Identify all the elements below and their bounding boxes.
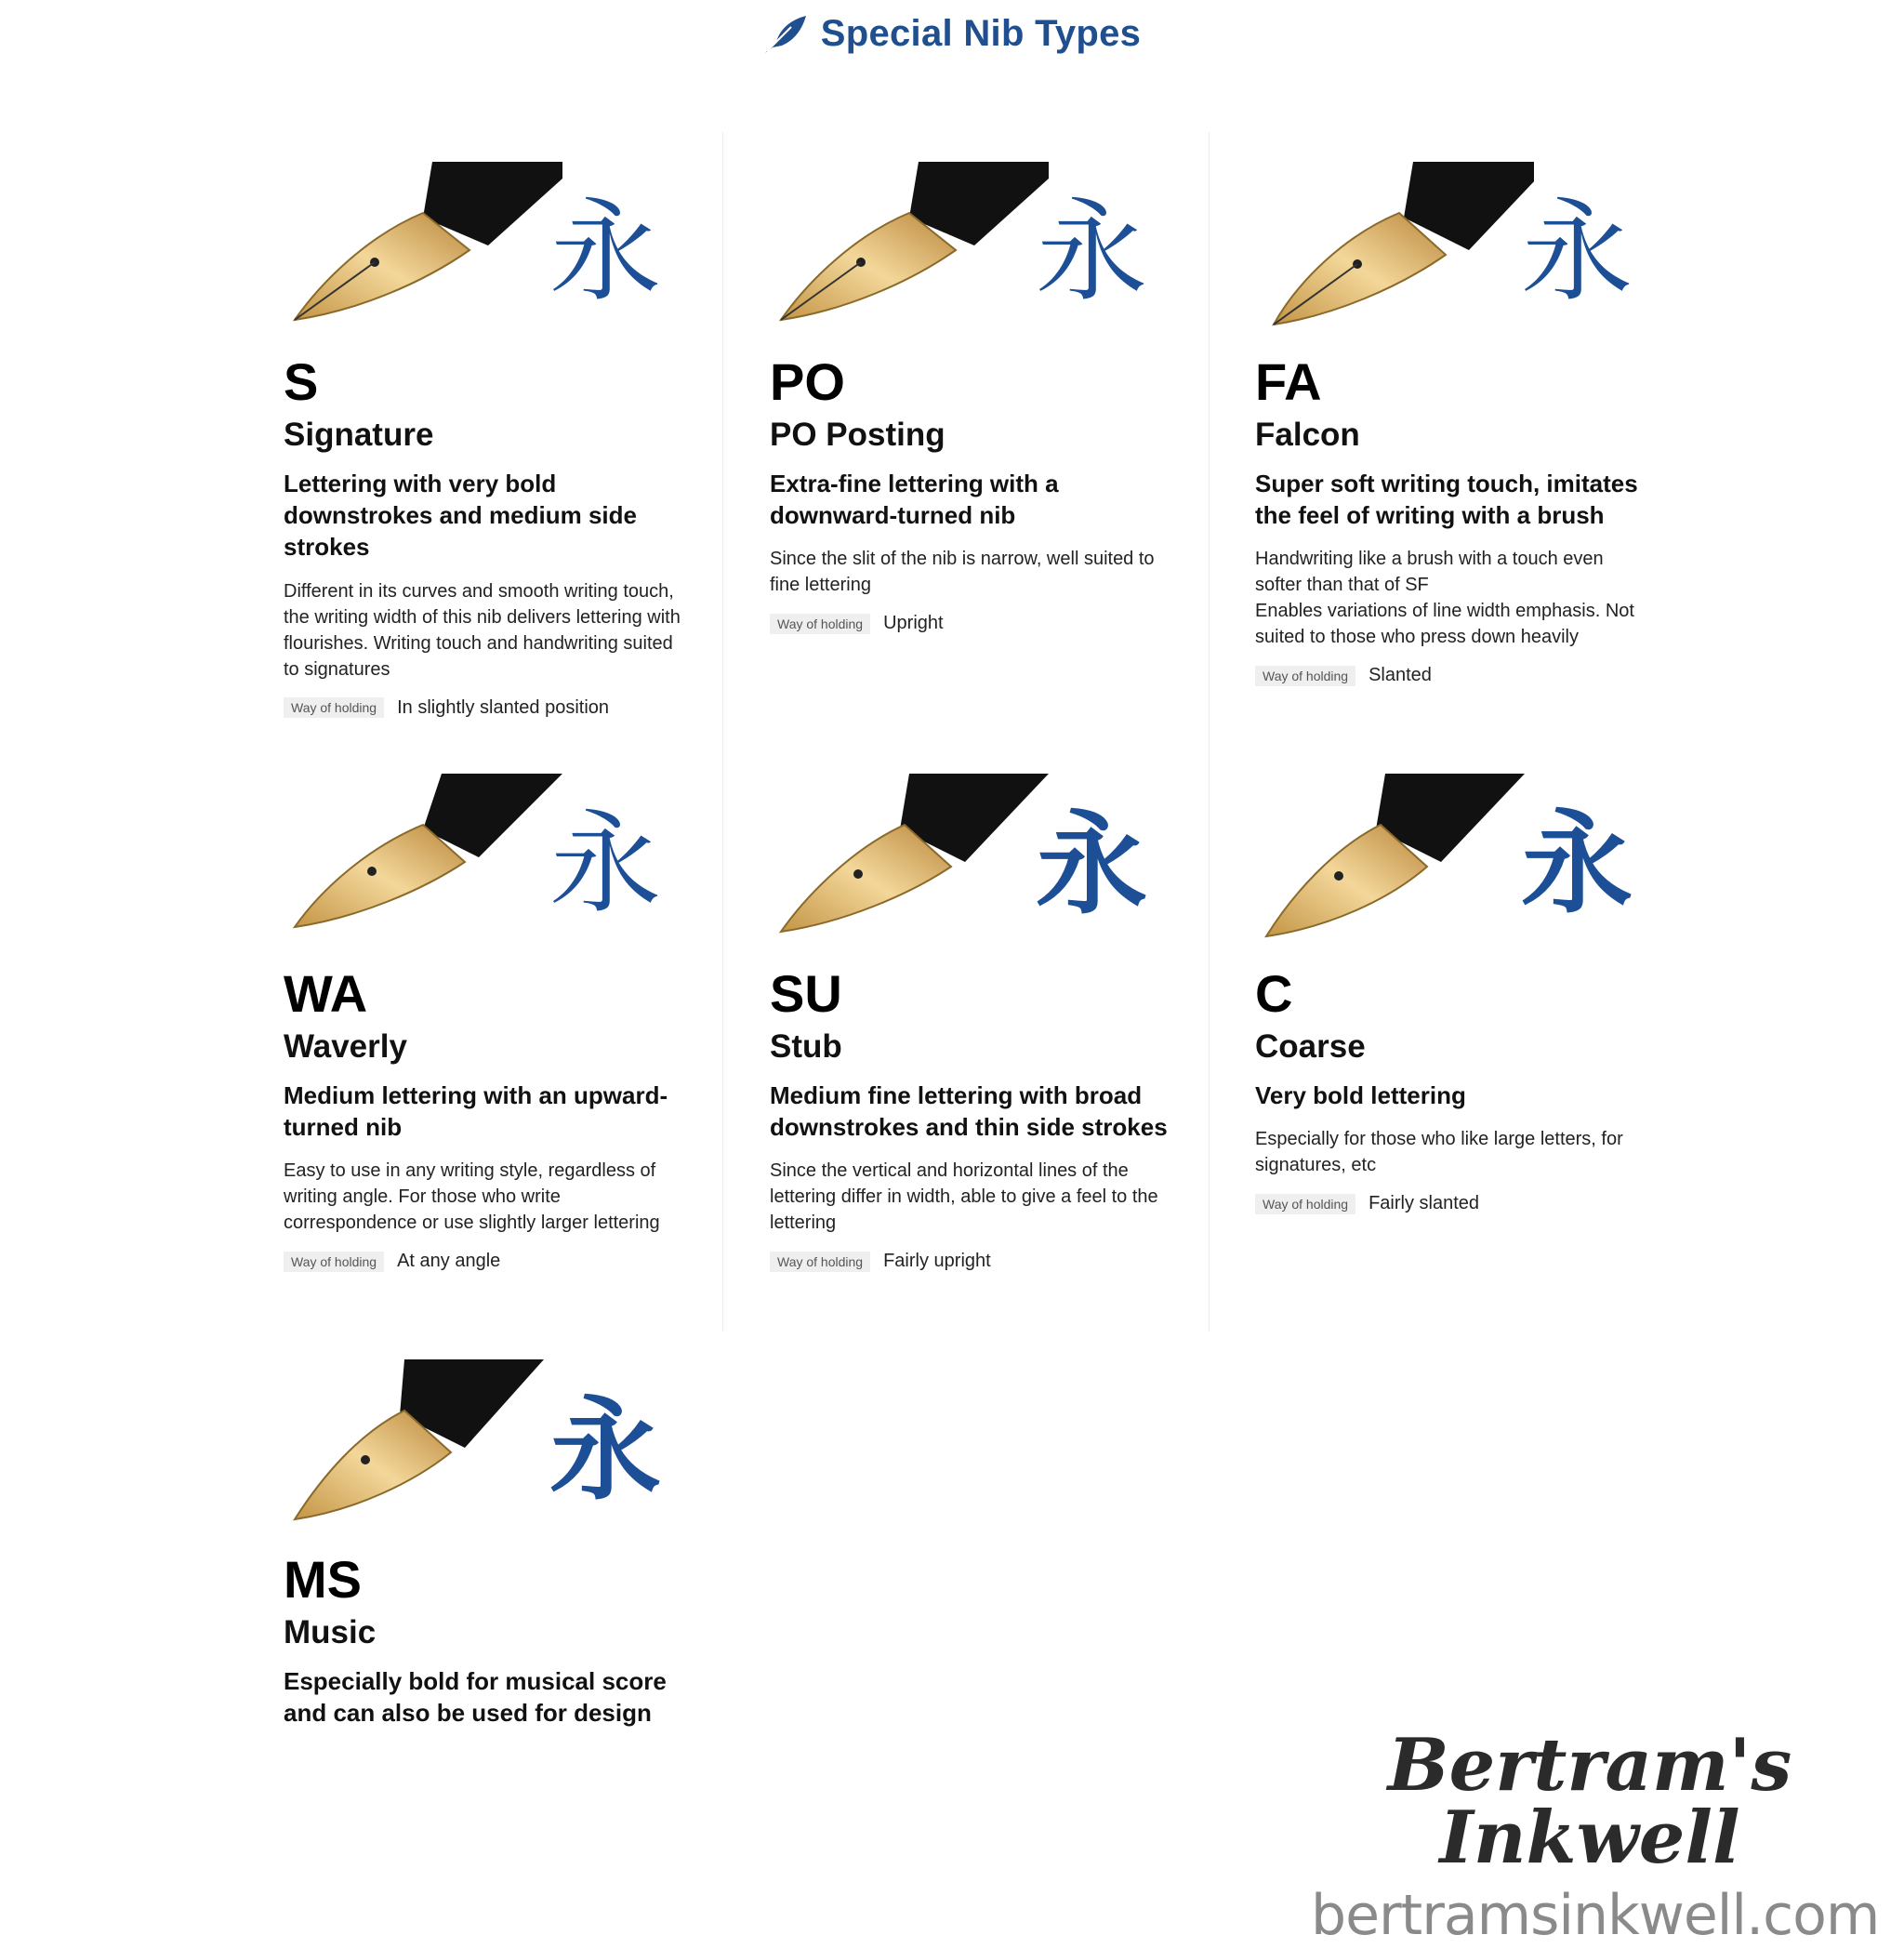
nib-description: Extra-fine lettering with a downward-turned nib — [770, 469, 1059, 530]
nib-card-s[interactable] — [284, 162, 683, 719]
holding-row — [284, 697, 683, 719]
holding-label: Way of holding — [1255, 1194, 1355, 1214]
holding-value: At any angle — [397, 1251, 501, 1272]
nib-description: Medium lettering with an upward-turned nib — [284, 1080, 668, 1142]
nib-detail: Especially for those who like large letters, for signatures, etc — [1255, 1129, 1623, 1176]
nib-code: S — [284, 352, 319, 411]
nib-code: WA — [284, 964, 368, 1023]
nib-name: Falcon — [1255, 416, 1360, 453]
nib-name: Coarse — [1255, 1027, 1366, 1065]
holding-label: Way of holding — [770, 614, 870, 634]
nib-illustration — [770, 774, 1170, 960]
nib-code: C — [1255, 964, 1293, 1023]
pen-nib-icon — [284, 1359, 562, 1536]
nib-card-c[interactable] — [1255, 774, 1655, 1214]
feather-pen-icon — [763, 14, 808, 55]
nib-code: SU — [770, 964, 842, 1023]
nib-detail: Easy to use in any writing style, regardless of writing angle. For those who write correspondence or use slightly larger lettering — [284, 1160, 660, 1234]
nib-illustration — [770, 162, 1170, 348]
writing-sample-glyph: 永 — [1521, 800, 1633, 929]
pen-nib-icon — [1255, 162, 1534, 338]
holding-label: Way of holding — [1255, 666, 1355, 686]
nib-detail: Different in its curves and smooth writing touch, the writing width of this nib delivers lettering with flourishes. Writing touch and handwriting suited to signatures — [284, 580, 681, 680]
writing-sample-glyph: 永 — [1521, 188, 1633, 317]
pen-nib-icon — [284, 162, 562, 338]
nib-name: Music — [284, 1613, 377, 1650]
nib-name: Stub — [770, 1027, 842, 1065]
holding-value: In slightly slanted position — [397, 696, 610, 718]
holding-label: Way of holding — [770, 1252, 870, 1272]
pen-nib-icon — [770, 162, 1049, 338]
nib-illustration — [284, 162, 683, 348]
nib-name: Waverly — [284, 1027, 407, 1065]
nib-illustration — [284, 1359, 683, 1545]
holding-value: Fairly slanted — [1368, 1193, 1480, 1214]
writing-sample-glyph: 永 — [549, 1385, 661, 1516]
nib-illustration — [1255, 774, 1655, 960]
brand-watermark — [1311, 1723, 1880, 1948]
holding-value: Slanted — [1368, 665, 1432, 686]
pen-nib-icon — [1255, 774, 1534, 950]
nib-detail: Since the vertical and horizontal lines of the lettering differ in width, able to give a feel to the lettering — [770, 1160, 1158, 1234]
holding-label: Way of holding — [284, 697, 384, 718]
writing-sample-glyph: 永 — [549, 188, 661, 317]
nib-card-su[interactable] — [770, 774, 1170, 1272]
holding-value: Upright — [883, 613, 944, 634]
holding-row — [1255, 1193, 1655, 1214]
brand-url: bertramsinkwell.com — [1311, 1883, 1880, 1948]
page-title-text: Special Nib Types — [820, 13, 1142, 54]
writing-sample-glyph: 永 — [1036, 188, 1147, 317]
nib-card-po[interactable] — [770, 162, 1170, 634]
holding-row — [770, 1251, 1170, 1272]
holding-label: Way of holding — [284, 1252, 384, 1272]
holding-value: Fairly upright — [883, 1251, 991, 1272]
nib-detail: Handwriting like a brush with a touch even softer than that of SF Enables variations of line width emphasis. Not suited to those who press down heavily — [1255, 549, 1634, 648]
column-divider — [1209, 132, 1210, 1332]
nib-name: PO Posting — [770, 416, 945, 453]
nib-grid — [0, 132, 1904, 1899]
nib-description: Especially bold for musical score and can also be used for design — [284, 1666, 667, 1728]
holding-row — [284, 1251, 683, 1272]
nib-illustration — [284, 774, 683, 960]
nib-code: MS — [284, 1550, 362, 1609]
writing-sample-glyph: 永 — [1036, 799, 1147, 930]
pen-nib-icon — [284, 774, 562, 950]
writing-sample-glyph: 永 — [549, 800, 661, 929]
holding-row — [1255, 665, 1655, 686]
nib-name: Signature — [284, 416, 434, 453]
nib-description: Super soft writing touch, imitates the feel of writing with a brush — [1255, 469, 1638, 530]
nib-description: Lettering with very bold downstrokes and medium side strokes — [284, 469, 637, 562]
page-title — [0, 13, 1904, 55]
nib-card-ms[interactable] — [284, 1359, 683, 1729]
nib-card-wa[interactable] — [284, 774, 683, 1272]
brand-logo-text: Bertram's Inkwell — [1387, 1723, 1792, 1880]
nib-description: Medium fine lettering with broad downstrokes and thin side strokes — [770, 1080, 1168, 1142]
nib-card-fa[interactable] — [1255, 162, 1655, 686]
nib-description: Very bold lettering — [1255, 1080, 1466, 1109]
nib-detail: Since the slit of the nib is narrow, well suited to fine lettering — [770, 549, 1155, 596]
nib-code: FA — [1255, 352, 1322, 411]
pen-nib-icon — [770, 774, 1049, 950]
column-divider — [722, 132, 723, 1332]
nib-code: PO — [770, 352, 845, 411]
nib-illustration — [1255, 162, 1655, 348]
holding-row — [770, 613, 1170, 634]
